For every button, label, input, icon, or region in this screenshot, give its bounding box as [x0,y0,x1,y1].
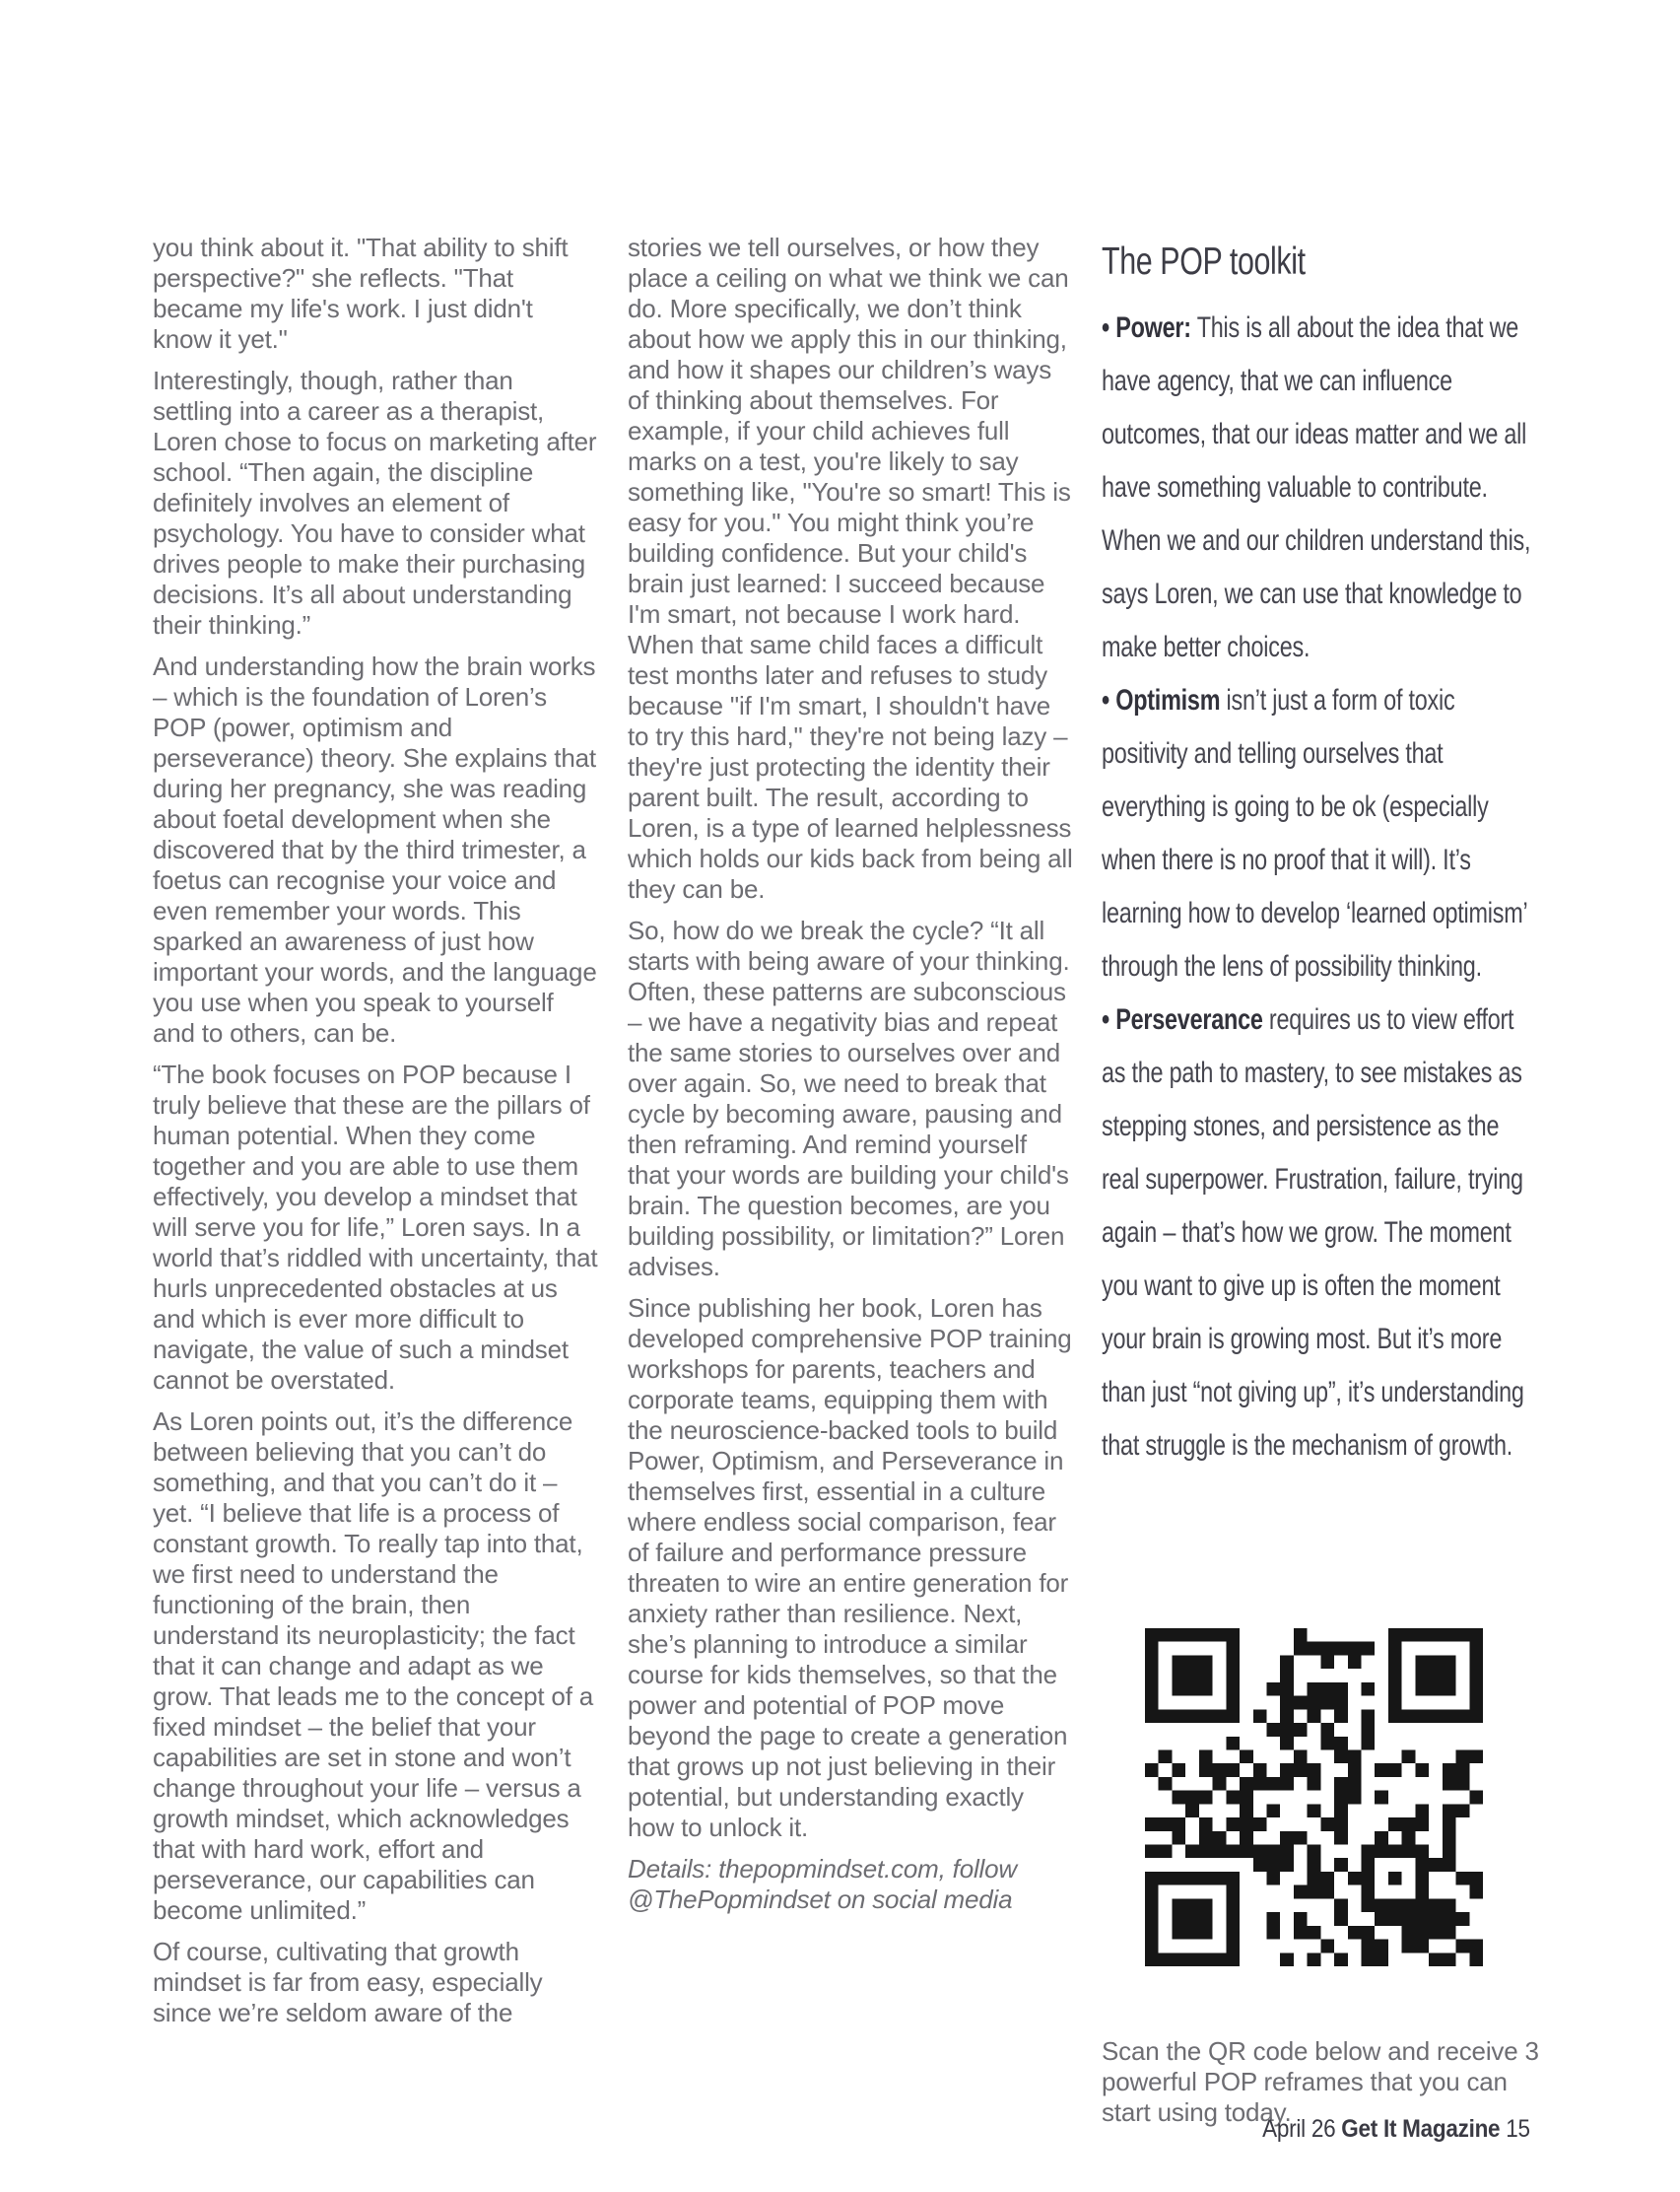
pop-toolkit-sidebar [1102,233,1541,1473]
article-paragraph: stories we tell ourselves, or how they place a ceiling on what we think we can do. More specifically, we don’t think about how we apply this in our thinking, and how it shapes our children’s ways of thinking about themselves. For example, if your child achieves full marks on a test, you're likely to say something like, "You're so smart! This is easy for you." You might think you’re building confidence. But your child's brain just learned: I succeed because I'm smart, not because I work hard. When that same child faces a difficult test months later and refuses to study because "if I'm smart, I shouldn't have to try this hard," they're not being lazy – they're just protecting the identity their parent built. The result, according to Loren, is a type of learned helplessness which holds our kids back from being all they can be. [628,233,1073,904]
article-column-2 [628,233,1073,1926]
article-column-1 [153,233,598,2039]
article-paragraph: you think about it. "That ability to shift perspective?" she reflects. "That became my life's work. I just didn't know it yet." [153,233,569,354]
toolkit-text: isn’t just a form of toxic positivity and telling ourselves that everything is going to be ok (especially when there is no proof that it will). It’s learning how to develop ‘learned optimism’ through the lens of possibility thinking. [1102,684,1527,983]
article-paragraph: And understanding how the brain works – which is the foundation of Loren’s POP (power, optimism and perseverance) theory. She explains that during her pregnancy, she was reading about foetal development when she discovered that by the third trimester, a foetus can recognise your voice and even remember your words. This sparked an awareness of just how important your words, and the language you use when you speak to yourself and to others, can be. [153,651,597,1048]
toolkit-item-power [1102,302,1541,674]
article-paragraph: “The book focuses on POP because I truly believe that these are the pillars of human potential. When they come together and you are able to use them effectively, you develop a mindset that will serve you for life,” Loren says. In a world that’s riddled with uncertainty, that hurls unprecedented obstacles at us and which is ever more difficult to navigate, the value of such a mindset cannot be overstated. [153,1060,598,1395]
toolkit-text: requires us to view effort as the path to mastery, to see mistakes as stepping stones, and persistence as the real superpower. Frustration, failure, trying again – that’s how we grow. The moment you want to give up is often the moment your brain is growing most. But it’s more than just “not giving up”, it’s understanding that struggle is the mechanism of growth. [1102,1003,1524,1462]
sidebar-title: The POP toolkit [1102,240,1306,283]
toolkit-term: • Power: [1102,311,1191,344]
article-paragraph: Interestingly, though, rather than settling into a career as a therapist, Loren chose to focus on marketing after school. “Then again, the discipline definitely involves an element of psychology. You have to consider what drives people to make their purchasing decisions. It’s all about understanding their thinking.” [153,366,597,640]
toolkit-text: This is all about the idea that we have agency, that we can influence outcomes, that our ideas matter and we all have something valuable to contribute. When we and our children understand this, says Loren, we can use that knowledge to make better choices. [1102,311,1531,663]
article-details-line: Details: thepopmindset.com, follow @ThePopmindset on social media [628,1854,1017,1914]
toolkit-item-optimism [1102,674,1541,993]
toolkit-term: • Optimism [1102,684,1221,717]
footer-magazine-name: Get It Magazine [1341,2115,1501,2143]
article-paragraph: Of course, cultivating that growth mindset is far from easy, especially since we’re seldom aware of the [153,1937,543,2027]
article-paragraph: Since publishing her book, Loren has developed comprehensive POP training workshops for parents, teachers and corporate teams, equipping them with the neuroscience-backed tools to build Power, Optimism, and Perseverance in themselves first, essential in a culture where endless social comparison, fear of failure and performance pressure threaten to wire an entire generation for anxiety rather than resilience. Next, she’s planning to introduce a similar course for kids themselves, so that the power and potential of POP move beyond the page to create a generation that grows up not just believing in their potential, but understanding exactly how to unlock it. [628,1293,1072,1842]
toolkit-term: • Perseverance [1102,1003,1263,1036]
footer-page-number: 15 [1506,2115,1530,2143]
qr-code [1145,1628,1483,1966]
qr-caption: Scan the QR code below and receive 3 powerful POP reframes that you can start using today. [1102,2036,1539,2127]
article-paragraph: So, how do we break the cycle? “It all starts with being aware of your thinking. Often, these patterns are subconscious – we have a negativity bias and repeat the same stories to ourselves over and over again. So, we need to break that cycle by becoming aware, pausing and then reframing. And remind yourself that your words are building your child's brain. The question becomes, are you building possibility, or limitation?” Loren advises. [628,916,1070,1281]
toolkit-item-perseverance [1102,993,1541,1473]
article-paragraph: As Loren points out, it’s the difference between believing that you can’t do something, and that you can’t do it – yet. “I believe that life is a process of constant growth. To really tap into that, we first need to understand the functioning of the brain, then understand its neuroplasticity; the fact that it can change and adapt as we grow. That leads me to the concept of a fixed mindset – the belief that your capabilities are set in stone and won’t change throughout your life – versus a growth mindset, which acknowledges that with hard work, effort and perseverance, our capabilities can become unlimited.” [153,1406,593,1925]
page-footer [1262,2115,1530,2144]
footer-issue-date: April 26 [1262,2115,1336,2143]
